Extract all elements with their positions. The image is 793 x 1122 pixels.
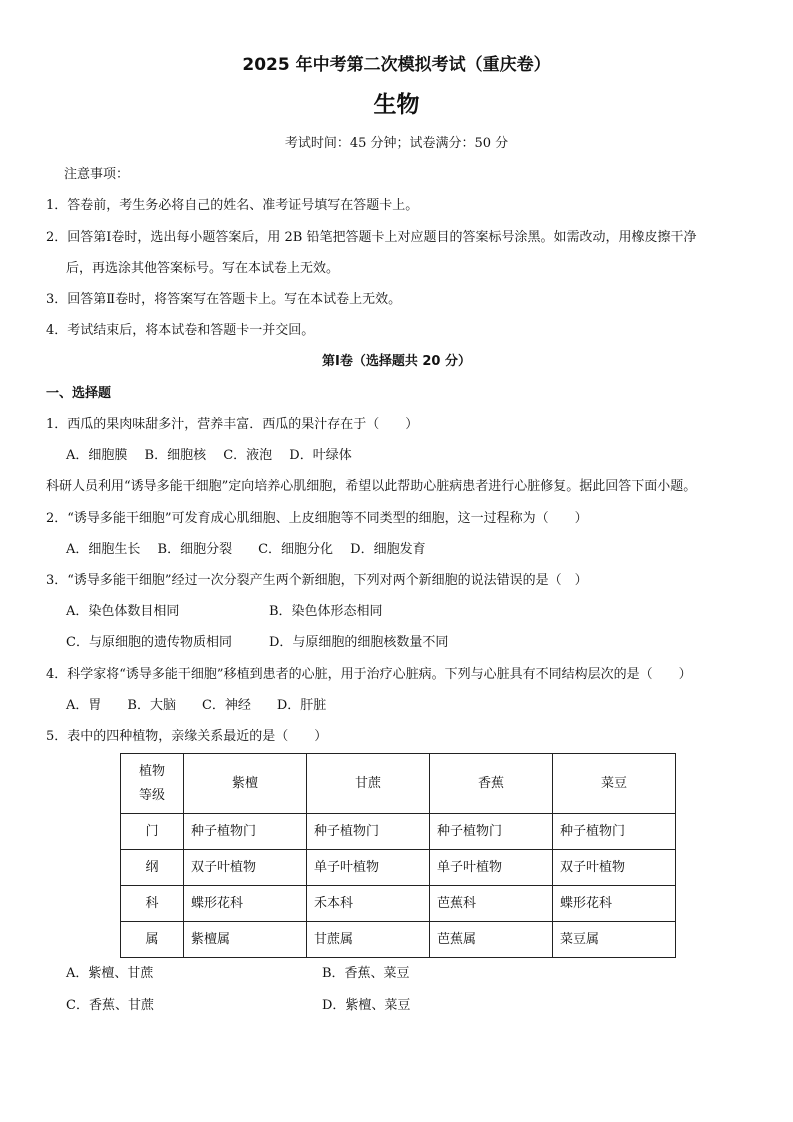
question-2-options: A．细胞生长 B．细胞分裂 C．细胞分化 D．细胞发育 bbox=[66, 542, 426, 557]
table-cell: 种子植物门 bbox=[553, 814, 676, 850]
question-3-option-c: C．与原细胞的遗传物质相同 bbox=[66, 635, 232, 650]
question-3-option-d: D．与原细胞的细胞核数量不同 bbox=[269, 635, 449, 650]
question-2: 2．“诱导多能干细胞”可发育成心肌细胞、上皮细胞等不同类型的细胞，这一过程称为（ ） bbox=[46, 511, 588, 526]
table-row-level: 门 bbox=[121, 814, 184, 850]
table-row bbox=[121, 850, 676, 886]
table-cell: 种子植物门 bbox=[307, 814, 430, 850]
question-3: 3．“诱导多能干细胞”经过一次分裂产生两个新细胞，下列对两个新细胞的说法错误的是（ ） bbox=[46, 573, 588, 588]
table-header-cell: 甘蔗 bbox=[307, 754, 430, 814]
table-cell: 单子叶植物 bbox=[430, 850, 553, 886]
table-cell: 芭蕉科 bbox=[430, 886, 553, 922]
question-3-option-b: B．染色体形态相同 bbox=[269, 604, 383, 619]
table-row bbox=[121, 886, 676, 922]
question-5-option-a: A．紫檀、甘蔗 bbox=[66, 966, 154, 981]
table-cell: 菜豆属 bbox=[553, 922, 676, 958]
table-header-cell: 菜豆 bbox=[553, 754, 676, 814]
subject-title: 生物 bbox=[373, 92, 420, 118]
question-4-options: A．胃 B．大脑 C．神经 D．肝脏 bbox=[66, 698, 327, 713]
table-header-row bbox=[121, 754, 676, 814]
question-5-option-c: C．香蕉、甘蔗 bbox=[66, 998, 154, 1013]
header-line-level: 等级 bbox=[138, 787, 165, 803]
table-header-cell: 紫檀 bbox=[184, 754, 307, 814]
question-3-option-a: A．染色体数目相同 bbox=[66, 604, 180, 619]
table-cell: 芭蕉属 bbox=[430, 922, 553, 958]
note-item: 1．答卷前，考生务必将自己的姓名、准考证号填写在答题卡上。 bbox=[46, 198, 419, 213]
plant-classification-table bbox=[120, 753, 676, 958]
table-cell: 种子植物门 bbox=[184, 814, 307, 850]
exam-title: 2025 年中考第二次模拟考试（重庆卷） bbox=[242, 55, 551, 75]
table-cell: 单子叶植物 bbox=[307, 850, 430, 886]
table-header-corner bbox=[121, 754, 184, 814]
question-4: 4．科学家将“诱导多能干细胞”移植到患者的心脏，用于治疗心脏病。下列与心脏具有不同结构层次的是（ ） bbox=[46, 667, 692, 682]
table-row bbox=[121, 814, 676, 850]
table-cell: 种子植物门 bbox=[430, 814, 553, 850]
table-cell: 双子叶植物 bbox=[553, 850, 676, 886]
table-row bbox=[121, 922, 676, 958]
question-5: 5．表中的四种植物，亲缘关系最近的是（ ） bbox=[46, 729, 328, 744]
question-5-option-d: D．紫檀、菜豆 bbox=[322, 998, 411, 1013]
table-row-level: 科 bbox=[121, 886, 184, 922]
table-cell: 禾本科 bbox=[307, 886, 430, 922]
note-item: 4．考试结束后，将本试卷和答题卡一并交回。 bbox=[46, 323, 315, 338]
table-row-level: 属 bbox=[121, 922, 184, 958]
notes-heading: 注意事项： bbox=[64, 167, 130, 182]
exam-info: 考试时间：45 分钟；试卷满分：50 分 bbox=[284, 136, 509, 151]
question-stem: 科研人员利用“诱导多能干细胞”定向培养心肌细胞，希望以此帮助心脏病患者进行心脏修复。据此回答下面小题。 bbox=[46, 479, 697, 494]
table-row-level: 纲 bbox=[121, 850, 184, 886]
table-cell: 甘蔗属 bbox=[307, 922, 430, 958]
question-1-options: A．细胞膜 B．细胞核 C．液泡 D．叶绿体 bbox=[66, 448, 352, 463]
table-cell: 紫檀属 bbox=[184, 922, 307, 958]
note-item: 2．回答第Ⅰ卷时，选出每小题答案后，用 2B 铅笔把答题卡上对应题目的答案标号涂黑。如需改动，用橡皮擦干净 bbox=[46, 230, 697, 245]
question-1: 1．西瓜的果肉味甜多汁，营养丰富．西瓜的果汁存在于（ ） bbox=[46, 417, 419, 432]
table-cell: 蝶形花科 bbox=[184, 886, 307, 922]
section-heading: 第Ⅰ卷（选择题共 20 分） bbox=[322, 354, 471, 369]
header-line-plant: 植物 bbox=[138, 763, 165, 779]
part-heading: 一、选择题 bbox=[46, 386, 112, 401]
question-5-option-b: B．香蕉、菜豆 bbox=[322, 966, 410, 981]
table-header-cell: 香蕉 bbox=[430, 754, 553, 814]
table-cell: 蝶形花科 bbox=[553, 886, 676, 922]
note-item: 3．回答第Ⅱ卷时，将答案写在答题卡上。写在本试卷上无效。 bbox=[46, 292, 402, 307]
table-cell: 双子叶植物 bbox=[184, 850, 307, 886]
note-item-continued: 后，再选涂其他答案标号。写在本试卷上无效。 bbox=[66, 261, 340, 276]
